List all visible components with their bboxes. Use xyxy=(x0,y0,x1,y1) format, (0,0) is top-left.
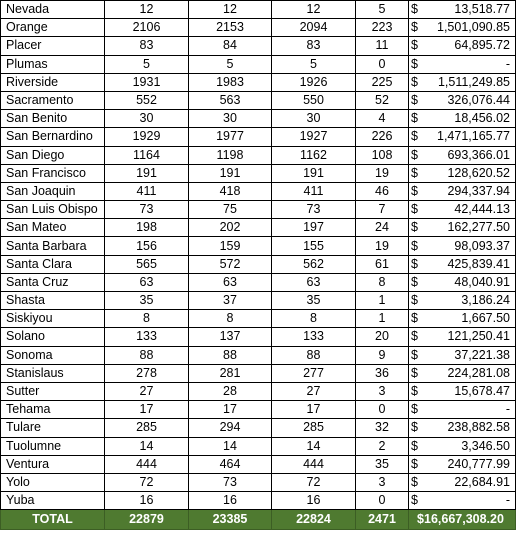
dollar-sign: $ xyxy=(411,329,418,344)
amount-cell xyxy=(409,146,516,164)
count-cell-4: 11 xyxy=(356,37,409,55)
count-cell-2: 73 xyxy=(189,473,272,491)
amount-cell xyxy=(409,128,516,146)
dollar-sign: $ xyxy=(411,183,418,198)
count-cell-3: 88 xyxy=(272,346,356,364)
county-name-cell: Santa Barbara xyxy=(1,237,105,255)
amount-value: 326,076.44 xyxy=(447,93,510,108)
count-cell-1: 12 xyxy=(105,1,189,19)
table-row xyxy=(1,73,516,91)
amount-value: 37,221.38 xyxy=(454,347,510,362)
count-cell-1: 285 xyxy=(105,419,189,437)
county-name-cell: Orange xyxy=(1,19,105,37)
amount-cell xyxy=(409,310,516,328)
table-row xyxy=(1,473,516,491)
count-cell-4: 225 xyxy=(356,73,409,91)
dollar-sign: $ xyxy=(411,474,418,489)
count-cell-4: 19 xyxy=(356,237,409,255)
dollar-sign: $ xyxy=(411,129,418,144)
count-cell-2: 464 xyxy=(189,455,272,473)
county-name-cell: Solano xyxy=(1,328,105,346)
amount-cell xyxy=(409,364,516,382)
count-cell-1: 2106 xyxy=(105,19,189,37)
table-row xyxy=(1,128,516,146)
amount-value: 48,040.91 xyxy=(454,274,510,289)
count-cell-1: 133 xyxy=(105,328,189,346)
table-row xyxy=(1,437,516,455)
count-cell-2: 30 xyxy=(189,110,272,128)
amount-value: 294,337.94 xyxy=(447,183,510,198)
count-cell-4: 46 xyxy=(356,182,409,200)
count-cell-2: 191 xyxy=(189,164,272,182)
count-cell-1: 1164 xyxy=(105,146,189,164)
table-row xyxy=(1,55,516,73)
table-row xyxy=(1,164,516,182)
county-name-cell: Placer xyxy=(1,37,105,55)
count-cell-3: 1927 xyxy=(272,128,356,146)
dollar-sign: $ xyxy=(411,347,418,362)
dollar-sign: $ xyxy=(411,438,418,453)
count-cell-1: 198 xyxy=(105,219,189,237)
count-cell-1: 1929 xyxy=(105,128,189,146)
table-row xyxy=(1,273,516,291)
count-cell-2: 12 xyxy=(189,1,272,19)
county-name-cell: Sutter xyxy=(1,382,105,400)
dollar-sign: $ xyxy=(411,93,418,108)
count-cell-3: 17 xyxy=(272,401,356,419)
table-row xyxy=(1,328,516,346)
amount-value: - xyxy=(505,56,510,71)
count-cell-1: 16 xyxy=(105,492,189,510)
count-cell-1: 88 xyxy=(105,346,189,364)
table-row xyxy=(1,201,516,219)
count-cell-3: 1926 xyxy=(272,73,356,91)
count-cell-2: 16 xyxy=(189,492,272,510)
table-row xyxy=(1,219,516,237)
count-cell-4: 0 xyxy=(356,492,409,510)
amount-cell xyxy=(409,437,516,455)
amount-value: 22,684.91 xyxy=(454,474,510,489)
dollar-sign: $ xyxy=(411,220,418,235)
county-name-cell: San Luis Obispo xyxy=(1,201,105,219)
count-cell-2: 1983 xyxy=(189,73,272,91)
county-name-cell: Riverside xyxy=(1,73,105,91)
count-cell-4: 0 xyxy=(356,55,409,73)
count-cell-4: 5 xyxy=(356,1,409,19)
county-name-cell: Tehama xyxy=(1,401,105,419)
dollar-sign: $ xyxy=(411,165,418,180)
count-cell-1: 8 xyxy=(105,310,189,328)
amount-cell xyxy=(409,182,516,200)
amount-value: 1,667.50 xyxy=(461,311,510,326)
table-row xyxy=(1,1,516,19)
table-row xyxy=(1,401,516,419)
count-cell-1: 5 xyxy=(105,55,189,73)
count-cell-1: 73 xyxy=(105,201,189,219)
count-cell-2: 28 xyxy=(189,382,272,400)
count-cell-2: 294 xyxy=(189,419,272,437)
county-name-cell: Tulare xyxy=(1,419,105,437)
count-cell-3: 277 xyxy=(272,364,356,382)
amount-cell xyxy=(409,292,516,310)
count-cell-1: 83 xyxy=(105,37,189,55)
count-cell-4: 35 xyxy=(356,455,409,473)
total-count-2: 23385 xyxy=(189,510,272,530)
count-cell-3: 73 xyxy=(272,201,356,219)
amount-value: 1,501,090.85 xyxy=(437,20,510,35)
count-cell-4: 32 xyxy=(356,419,409,437)
count-cell-2: 14 xyxy=(189,437,272,455)
table-row xyxy=(1,146,516,164)
amount-value: 3,346.50 xyxy=(461,438,510,453)
amount-cell xyxy=(409,237,516,255)
count-cell-2: 5 xyxy=(189,55,272,73)
table-row xyxy=(1,310,516,328)
count-cell-3: 30 xyxy=(272,110,356,128)
dollar-sign: $ xyxy=(411,2,418,17)
count-cell-3: 285 xyxy=(272,419,356,437)
county-name-cell: Nevada xyxy=(1,1,105,19)
county-name-cell: San Benito xyxy=(1,110,105,128)
amount-value: 18,456.02 xyxy=(454,111,510,126)
count-cell-2: 1198 xyxy=(189,146,272,164)
count-cell-2: 137 xyxy=(189,328,272,346)
county-name-cell: Plumas xyxy=(1,55,105,73)
count-cell-4: 24 xyxy=(356,219,409,237)
dollar-sign: $ xyxy=(411,202,418,217)
dollar-sign: $ xyxy=(411,20,418,35)
county-name-cell: Stanislaus xyxy=(1,364,105,382)
count-cell-1: 444 xyxy=(105,455,189,473)
amount-cell xyxy=(409,455,516,473)
table-row xyxy=(1,455,516,473)
count-cell-4: 3 xyxy=(356,382,409,400)
dollar-sign: $ xyxy=(411,384,418,399)
total-count-1: 22879 xyxy=(105,510,189,530)
amount-value: 1,511,249.85 xyxy=(437,74,510,89)
count-cell-3: 14 xyxy=(272,437,356,455)
count-cell-2: 418 xyxy=(189,182,272,200)
count-cell-3: 550 xyxy=(272,91,356,109)
amount-value: 64,895.72 xyxy=(454,38,510,53)
county-name-cell: San Bernardino xyxy=(1,128,105,146)
amount-cell xyxy=(409,473,516,491)
county-name-cell: San Diego xyxy=(1,146,105,164)
amount-cell xyxy=(409,1,516,19)
amount-cell xyxy=(409,492,516,510)
count-cell-1: 63 xyxy=(105,273,189,291)
amount-value: 238,882.58 xyxy=(447,420,510,435)
count-cell-4: 1 xyxy=(356,292,409,310)
count-cell-3: 12 xyxy=(272,1,356,19)
count-cell-2: 159 xyxy=(189,237,272,255)
table-row xyxy=(1,110,516,128)
amount-value: - xyxy=(505,402,510,417)
count-cell-4: 223 xyxy=(356,19,409,37)
count-cell-1: 30 xyxy=(105,110,189,128)
dollar-sign: $ xyxy=(411,56,418,71)
count-cell-1: 565 xyxy=(105,255,189,273)
count-cell-3: 411 xyxy=(272,182,356,200)
count-cell-4: 226 xyxy=(356,128,409,146)
amount-cell xyxy=(409,273,516,291)
count-cell-3: 27 xyxy=(272,382,356,400)
table-row xyxy=(1,292,516,310)
county-name-cell: Yuba xyxy=(1,492,105,510)
dollar-sign: $ xyxy=(411,365,418,380)
count-cell-3: 72 xyxy=(272,473,356,491)
amount-value: 224,281.08 xyxy=(447,365,510,380)
count-cell-2: 63 xyxy=(189,273,272,291)
dollar-sign: $ xyxy=(411,293,418,308)
amount-value: 3,186.24 xyxy=(461,293,510,308)
dollar-sign: $ xyxy=(411,274,418,289)
count-cell-3: 155 xyxy=(272,237,356,255)
amount-value: 13,518.77 xyxy=(454,2,510,17)
count-cell-3: 2094 xyxy=(272,19,356,37)
count-cell-1: 278 xyxy=(105,364,189,382)
count-cell-2: 563 xyxy=(189,91,272,109)
count-cell-3: 197 xyxy=(272,219,356,237)
dollar-sign: $ xyxy=(411,311,418,326)
count-cell-3: 35 xyxy=(272,292,356,310)
count-cell-4: 36 xyxy=(356,364,409,382)
count-cell-2: 572 xyxy=(189,255,272,273)
amount-value: 121,250.41 xyxy=(447,329,510,344)
dollar-sign: $ xyxy=(411,256,418,271)
dollar-sign: $ xyxy=(411,493,418,508)
total-amount: $16,667,308.20 xyxy=(409,510,516,530)
dollar-sign: $ xyxy=(411,147,418,162)
count-cell-3: 63 xyxy=(272,273,356,291)
count-cell-3: 1162 xyxy=(272,146,356,164)
county-name-cell: San Francisco xyxy=(1,164,105,182)
count-cell-1: 72 xyxy=(105,473,189,491)
amount-cell xyxy=(409,37,516,55)
table-row xyxy=(1,419,516,437)
amount-cell xyxy=(409,328,516,346)
dollar-sign: $ xyxy=(411,402,418,417)
count-cell-4: 20 xyxy=(356,328,409,346)
count-cell-1: 14 xyxy=(105,437,189,455)
dollar-sign: $ xyxy=(411,111,418,126)
amount-cell xyxy=(409,110,516,128)
count-cell-3: 562 xyxy=(272,255,356,273)
table-row xyxy=(1,237,516,255)
amount-cell xyxy=(409,19,516,37)
count-cell-3: 83 xyxy=(272,37,356,55)
county-name-cell: Ventura xyxy=(1,455,105,473)
amount-cell xyxy=(409,401,516,419)
county-name-cell: Sonoma xyxy=(1,346,105,364)
table-body xyxy=(1,1,516,530)
count-cell-4: 4 xyxy=(356,110,409,128)
amount-cell xyxy=(409,219,516,237)
table-row xyxy=(1,182,516,200)
count-cell-1: 17 xyxy=(105,401,189,419)
table-row xyxy=(1,382,516,400)
table-row xyxy=(1,19,516,37)
count-cell-4: 2 xyxy=(356,437,409,455)
county-name-cell: Sacramento xyxy=(1,91,105,109)
total-count-3: 22824 xyxy=(272,510,356,530)
table-row xyxy=(1,364,516,382)
amount-value: - xyxy=(505,493,510,508)
count-cell-4: 19 xyxy=(356,164,409,182)
dollar-sign: $ xyxy=(411,238,418,253)
count-cell-1: 156 xyxy=(105,237,189,255)
amount-cell xyxy=(409,255,516,273)
count-cell-4: 0 xyxy=(356,401,409,419)
amount-cell xyxy=(409,55,516,73)
dollar-sign: $ xyxy=(411,38,418,53)
amount-cell xyxy=(409,91,516,109)
amount-value: 42,444.13 xyxy=(454,202,510,217)
count-cell-2: 17 xyxy=(189,401,272,419)
count-cell-2: 8 xyxy=(189,310,272,328)
count-cell-1: 1931 xyxy=(105,73,189,91)
count-cell-4: 61 xyxy=(356,255,409,273)
amount-value: 98,093.37 xyxy=(454,238,510,253)
dollar-sign: $ xyxy=(411,420,418,435)
county-name-cell: San Mateo xyxy=(1,219,105,237)
count-cell-3: 8 xyxy=(272,310,356,328)
amount-cell xyxy=(409,164,516,182)
count-cell-3: 133 xyxy=(272,328,356,346)
county-name-cell: Yolo xyxy=(1,473,105,491)
total-label: TOTAL xyxy=(1,510,105,530)
amount-value: 240,777.99 xyxy=(447,456,510,471)
table-row xyxy=(1,255,516,273)
amount-value: 162,277.50 xyxy=(447,220,510,235)
count-cell-2: 84 xyxy=(189,37,272,55)
count-cell-4: 7 xyxy=(356,201,409,219)
count-cell-4: 108 xyxy=(356,146,409,164)
count-cell-4: 52 xyxy=(356,91,409,109)
amount-cell xyxy=(409,346,516,364)
dollar-sign: $ xyxy=(411,74,418,89)
county-name-cell: Tuolumne xyxy=(1,437,105,455)
county-name-cell: Santa Clara xyxy=(1,255,105,273)
count-cell-3: 5 xyxy=(272,55,356,73)
table-row xyxy=(1,346,516,364)
count-cell-4: 1 xyxy=(356,310,409,328)
count-cell-1: 552 xyxy=(105,91,189,109)
county-name-cell: Siskiyou xyxy=(1,310,105,328)
count-cell-2: 75 xyxy=(189,201,272,219)
amount-value: 15,678.47 xyxy=(454,384,510,399)
amount-cell xyxy=(409,73,516,91)
count-cell-2: 88 xyxy=(189,346,272,364)
county-name-cell: San Joaquin xyxy=(1,182,105,200)
table-row xyxy=(1,492,516,510)
total-count-4: 2471 xyxy=(356,510,409,530)
county-name-cell: Shasta xyxy=(1,292,105,310)
count-cell-2: 37 xyxy=(189,292,272,310)
count-cell-2: 1977 xyxy=(189,128,272,146)
count-cell-2: 281 xyxy=(189,364,272,382)
amount-cell xyxy=(409,382,516,400)
count-cell-1: 411 xyxy=(105,182,189,200)
amount-value: 128,620.52 xyxy=(447,165,510,180)
count-cell-4: 3 xyxy=(356,473,409,491)
count-cell-3: 444 xyxy=(272,455,356,473)
amount-cell xyxy=(409,419,516,437)
amount-value: 693,366.01 xyxy=(447,147,510,162)
count-cell-1: 35 xyxy=(105,292,189,310)
count-cell-1: 27 xyxy=(105,382,189,400)
count-cell-3: 16 xyxy=(272,492,356,510)
count-cell-1: 191 xyxy=(105,164,189,182)
dollar-sign: $ xyxy=(411,456,418,471)
count-cell-4: 8 xyxy=(356,273,409,291)
count-cell-2: 2153 xyxy=(189,19,272,37)
count-cell-4: 9 xyxy=(356,346,409,364)
amount-value: 425,839.41 xyxy=(447,256,510,271)
count-cell-2: 202 xyxy=(189,219,272,237)
table-row xyxy=(1,37,516,55)
amount-value: 1,471,165.77 xyxy=(437,129,510,144)
count-cell-3: 191 xyxy=(272,164,356,182)
table-row xyxy=(1,91,516,109)
amount-cell xyxy=(409,201,516,219)
total-row xyxy=(1,510,516,530)
county-name-cell: Santa Cruz xyxy=(1,273,105,291)
